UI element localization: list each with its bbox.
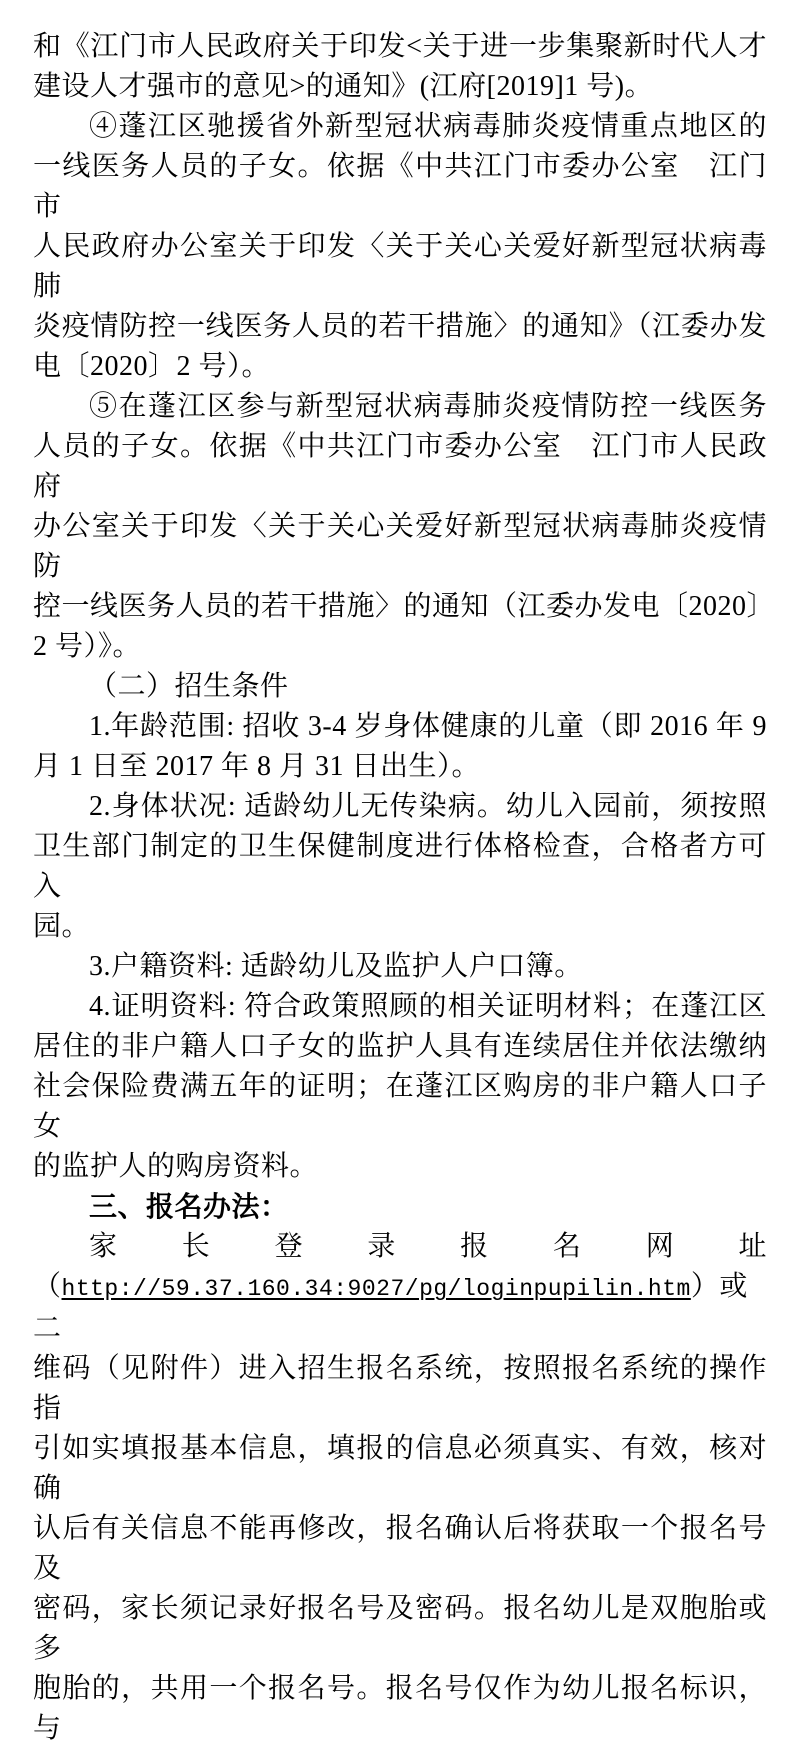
text-line: 月 1 日至 2017 年 8 月 31 日出生）。 bbox=[33, 751, 481, 782]
text-line: 建设人才强市的意见>的通知》(江府[2019]1 号)。 bbox=[33, 71, 654, 102]
text-line: 办公室关于印发〈关于关心关爱好新型冠状病毒肺炎疫情防 bbox=[33, 511, 767, 582]
text-line-item-4-certificates: 4.证明资料: 符合政策照顾的相关证明材料；在蓬江区 bbox=[89, 991, 767, 1022]
url-line bbox=[33, 1267, 767, 1349]
text-line-stretched: 家长登录报名网址 bbox=[89, 1231, 767, 1262]
registration-url-link[interactable]: http://59.37.160.34:9027/pg/loginpupilin.htm bbox=[61, 1276, 691, 1302]
text-line-item-3-household: 3.户籍资料: 适龄幼儿及监护人户口簿。 bbox=[89, 951, 583, 982]
text-line: 园。 bbox=[33, 911, 91, 942]
text-line-item-1-age: 1.年龄范围: 招收 3-4 岁身体健康的儿童（即 2016 年 9 bbox=[89, 711, 767, 742]
section-heading-registration-method: 三、报名办法： bbox=[89, 1191, 289, 1222]
text-line-item-2-health: 2.身体状况: 适龄幼儿无传染病。幼儿入园前，须按照 bbox=[89, 791, 767, 822]
text-line: 一线医务人员的子女。依据《中共江门市委办公室 江门市 bbox=[33, 151, 767, 222]
text-line: 维码（见附件）进入招生报名系统，按照报名系统的操作指 bbox=[33, 1353, 767, 1424]
url-close-paren: ）或二 bbox=[33, 1271, 748, 1344]
text-line: 人民政府办公室关于印发〈关于关心关爱好新型冠状病毒肺 bbox=[33, 231, 767, 302]
text-line: 电〔2020〕2 号）。 bbox=[33, 351, 271, 382]
text-line: 2 号）》。 bbox=[33, 631, 142, 662]
text-line: 居住的非户籍人口子女的监护人具有连续居住并依法缴纳 bbox=[33, 1031, 767, 1062]
subsection-heading-enrollment-conditions: （二）招生条件 bbox=[89, 671, 289, 702]
text-line: 胞胎的，共用一个报名号。报名号仅作为幼儿报名标识，与 bbox=[33, 1673, 767, 1744]
text-line: 人员的子女。依据《中共江门市委办公室 江门市人民政府 bbox=[33, 431, 767, 502]
text-line: 引如实填报基本信息，填报的信息必须真实、有效，核对确 bbox=[33, 1433, 767, 1504]
text-line: 的监护人的购房资料。 bbox=[33, 1151, 319, 1182]
text-line: 控一线医务人员的若干措施〉的通知（江委办发电〔2020〕 bbox=[33, 591, 776, 622]
text-line: 炎疫情防控一线医务人员的若干措施〉的通知》（江委办发 bbox=[33, 311, 767, 342]
text-line: 密码，家长须记录好报名号及密码。报名幼儿是双胞胎或多 bbox=[33, 1593, 767, 1664]
text-line: 卫生部门制定的卫生保健制度进行体格检查，合格者方可入 bbox=[33, 831, 767, 902]
text-line-paragraph-start: ⑤在蓬江区参与新型冠状病毒肺炎疫情防控一线医务 bbox=[89, 391, 767, 422]
url-open-paren: （ bbox=[33, 1271, 62, 1302]
text-line-paragraph-start: ④蓬江区驰援省外新型冠状病毒肺炎疫情重点地区的 bbox=[89, 111, 767, 142]
text-line: 认后有关信息不能再修改，报名确认后将获取一个报名号及 bbox=[33, 1513, 767, 1584]
text-line: 和《江门市人民政府关于印发<关于进一步集聚新时代人才 bbox=[33, 31, 767, 62]
text-line: 社会保险费满五年的证明；在蓬江区购房的非户籍人口子女 bbox=[33, 1071, 767, 1142]
